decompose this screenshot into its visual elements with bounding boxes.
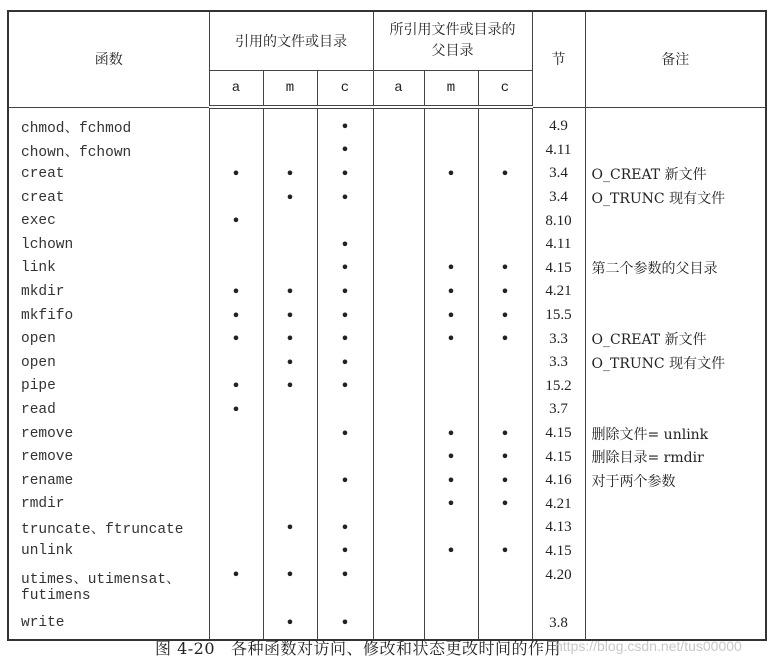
dot-mark: • bbox=[340, 234, 350, 254]
dot-cell bbox=[317, 280, 373, 304]
dot-mark: • bbox=[285, 352, 295, 372]
dot-mark: • bbox=[285, 517, 295, 537]
dot-mark: • bbox=[340, 352, 350, 372]
dot-cell bbox=[209, 233, 263, 257]
dot-cell bbox=[209, 398, 263, 422]
dot-cell bbox=[373, 375, 424, 399]
section-number: 3.7 bbox=[532, 398, 585, 422]
note bbox=[585, 540, 766, 564]
header-parent-directory: 所引用文件或目录的父目录 bbox=[373, 11, 532, 71]
dot-cell bbox=[263, 351, 317, 375]
dot-cell bbox=[209, 186, 263, 210]
note: O_CREAT 新文件 bbox=[585, 327, 766, 351]
note: 对于两个参数 bbox=[585, 469, 766, 493]
table-row bbox=[8, 162, 766, 186]
dot-cell bbox=[263, 398, 317, 422]
section-number: 4.21 bbox=[532, 280, 585, 304]
dot-mark: • bbox=[285, 565, 295, 585]
note: 删除目录= rmdir bbox=[585, 445, 766, 469]
table-row bbox=[8, 493, 766, 517]
dot-cell bbox=[263, 257, 317, 281]
dot-cell bbox=[478, 351, 532, 375]
dot-cell bbox=[424, 139, 478, 163]
dot-cell bbox=[373, 398, 424, 422]
dot-cell bbox=[209, 516, 263, 540]
dot-cell bbox=[263, 540, 317, 564]
dot-mark: • bbox=[446, 163, 456, 183]
dot-cell bbox=[317, 186, 373, 210]
subheader-c: c bbox=[478, 71, 532, 108]
function-name: open bbox=[8, 351, 209, 375]
function-name: lchown bbox=[8, 233, 209, 257]
dot-cell bbox=[478, 493, 532, 517]
dot-mark: • bbox=[285, 281, 295, 301]
dot-mark: • bbox=[340, 470, 350, 490]
section-number: 3.4 bbox=[532, 162, 585, 186]
dot-cell bbox=[424, 257, 478, 281]
table-row bbox=[8, 327, 766, 351]
dot-cell bbox=[373, 162, 424, 186]
dot-cell bbox=[478, 162, 532, 186]
dot-cell bbox=[317, 233, 373, 257]
dot-cell bbox=[317, 257, 373, 281]
table-row bbox=[8, 304, 766, 328]
dot-mark: • bbox=[500, 423, 510, 443]
dot-cell bbox=[478, 516, 532, 540]
note bbox=[585, 139, 766, 163]
figure-caption bbox=[155, 636, 561, 659]
dot-mark: • bbox=[231, 305, 241, 325]
function-name: link bbox=[8, 257, 209, 281]
dot-cell bbox=[478, 304, 532, 328]
dot-mark: • bbox=[500, 447, 510, 467]
note bbox=[585, 375, 766, 399]
dot-cell bbox=[263, 139, 317, 163]
table-row bbox=[8, 107, 766, 139]
note bbox=[585, 563, 766, 611]
table-row bbox=[8, 209, 766, 233]
note: 删除文件= unlink bbox=[585, 422, 766, 446]
dot-cell bbox=[263, 493, 317, 517]
dot-cell bbox=[209, 563, 263, 611]
note bbox=[585, 280, 766, 304]
table-row bbox=[8, 351, 766, 375]
dot-cell bbox=[478, 422, 532, 446]
table-row bbox=[8, 540, 766, 564]
dot-cell bbox=[209, 493, 263, 517]
dot-mark: • bbox=[500, 258, 510, 278]
section-number: 4.15 bbox=[532, 445, 585, 469]
subheader-a: a bbox=[209, 71, 263, 108]
function-name: rename bbox=[8, 469, 209, 493]
dot-cell bbox=[424, 162, 478, 186]
dot-mark: • bbox=[340, 305, 350, 325]
dot-cell bbox=[263, 445, 317, 469]
dot-mark: • bbox=[340, 163, 350, 183]
dot-cell bbox=[317, 351, 373, 375]
dot-mark: • bbox=[231, 211, 241, 231]
section-number: 3.3 bbox=[532, 351, 585, 375]
dot-cell bbox=[263, 186, 317, 210]
dot-mark: • bbox=[446, 470, 456, 490]
dot-cell bbox=[424, 563, 478, 611]
function-name: remove bbox=[8, 445, 209, 469]
function-name: truncate、ftruncate bbox=[8, 516, 209, 540]
subheader-m: m bbox=[263, 71, 317, 108]
dot-cell bbox=[263, 469, 317, 493]
function-name: chmod、fchmod bbox=[8, 107, 209, 139]
dot-cell bbox=[478, 233, 532, 257]
function-name: open bbox=[8, 327, 209, 351]
dot-mark: • bbox=[231, 281, 241, 301]
function-name: pipe bbox=[8, 375, 209, 399]
table-row bbox=[8, 469, 766, 493]
section-number: 8.10 bbox=[532, 209, 585, 233]
dot-cell bbox=[317, 469, 373, 493]
section-number: 4.11 bbox=[532, 139, 585, 163]
dot-mark: • bbox=[500, 470, 510, 490]
table-row bbox=[8, 563, 766, 611]
dot-cell bbox=[263, 516, 317, 540]
dot-mark: • bbox=[340, 281, 350, 301]
dot-cell bbox=[373, 233, 424, 257]
dot-mark: • bbox=[340, 187, 350, 207]
figure-number: 图 4-20 bbox=[155, 639, 216, 658]
dot-cell bbox=[317, 540, 373, 564]
dot-cell bbox=[209, 445, 263, 469]
section-number: 4.11 bbox=[532, 233, 585, 257]
note bbox=[585, 209, 766, 233]
dot-cell bbox=[478, 445, 532, 469]
dot-cell bbox=[209, 375, 263, 399]
dot-cell bbox=[424, 422, 478, 446]
dot-cell bbox=[317, 516, 373, 540]
function-name: creat bbox=[8, 186, 209, 210]
note: O_TRUNC 现有文件 bbox=[585, 186, 766, 210]
dot-cell bbox=[209, 351, 263, 375]
function-name: mkdir bbox=[8, 280, 209, 304]
dot-cell bbox=[424, 351, 478, 375]
subheader-c: c bbox=[317, 71, 373, 108]
dot-cell bbox=[317, 327, 373, 351]
dot-cell bbox=[263, 422, 317, 446]
dot-cell bbox=[209, 280, 263, 304]
dot-cell bbox=[478, 139, 532, 163]
dot-cell bbox=[373, 186, 424, 210]
dot-mark: • bbox=[340, 517, 350, 537]
section-number: 4.9 bbox=[532, 107, 585, 139]
dot-cell bbox=[424, 280, 478, 304]
section-number: 4.15 bbox=[532, 540, 585, 564]
dot-mark: • bbox=[446, 281, 456, 301]
caption-text: 各种函数对访问、修改和状态更改时间的作用 bbox=[231, 639, 562, 658]
dot-cell bbox=[373, 493, 424, 517]
dot-cell bbox=[424, 540, 478, 564]
dot-mark: • bbox=[500, 281, 510, 301]
function-name: write bbox=[8, 611, 209, 640]
dot-cell bbox=[209, 469, 263, 493]
function-name: chown、fchown bbox=[8, 139, 209, 163]
dot-cell bbox=[424, 304, 478, 328]
note bbox=[585, 493, 766, 517]
table-row bbox=[8, 280, 766, 304]
table-row bbox=[8, 233, 766, 257]
dot-cell bbox=[424, 445, 478, 469]
dot-cell bbox=[373, 563, 424, 611]
dot-cell bbox=[209, 327, 263, 351]
dot-mark: • bbox=[500, 541, 510, 561]
dot-mark: • bbox=[446, 494, 456, 514]
dot-mark: • bbox=[446, 329, 456, 349]
section-number: 4.20 bbox=[532, 563, 585, 611]
dot-cell bbox=[263, 162, 317, 186]
dot-mark: • bbox=[500, 494, 510, 514]
note bbox=[585, 516, 766, 540]
header-function: 函数 bbox=[8, 11, 209, 107]
table-row bbox=[8, 516, 766, 540]
table-row bbox=[8, 422, 766, 446]
table-row bbox=[8, 398, 766, 422]
note bbox=[585, 233, 766, 257]
dot-mark: • bbox=[446, 541, 456, 561]
dot-cell bbox=[373, 327, 424, 351]
dot-mark: • bbox=[340, 423, 350, 443]
dot-cell bbox=[373, 445, 424, 469]
header-notes: 备注 bbox=[585, 11, 766, 107]
header-referenced-file: 引用的文件或目录 bbox=[209, 11, 373, 71]
dot-mark: • bbox=[340, 329, 350, 349]
dot-mark: • bbox=[446, 258, 456, 278]
dot-cell bbox=[424, 107, 478, 139]
dot-cell bbox=[209, 162, 263, 186]
dot-cell bbox=[478, 257, 532, 281]
dot-cell bbox=[317, 375, 373, 399]
dot-mark: • bbox=[285, 163, 295, 183]
dot-cell bbox=[263, 107, 317, 139]
dot-cell bbox=[478, 209, 532, 233]
table-row bbox=[8, 445, 766, 469]
subheader-m: m bbox=[424, 71, 478, 108]
dot-cell bbox=[424, 233, 478, 257]
dot-cell bbox=[478, 563, 532, 611]
subheader-a: a bbox=[373, 71, 424, 108]
dot-cell bbox=[373, 139, 424, 163]
dot-cell bbox=[373, 516, 424, 540]
dot-mark: • bbox=[340, 258, 350, 278]
dot-cell bbox=[373, 257, 424, 281]
dot-cell bbox=[209, 304, 263, 328]
watermark: https://blog.csdn.net/tus00000 bbox=[555, 638, 742, 654]
section-number: 4.15 bbox=[532, 257, 585, 281]
section-number: 3.3 bbox=[532, 327, 585, 351]
note bbox=[585, 107, 766, 139]
dot-mark: • bbox=[231, 329, 241, 349]
dot-mark: • bbox=[231, 163, 241, 183]
function-name: creat bbox=[8, 162, 209, 186]
dot-cell bbox=[424, 469, 478, 493]
function-name: mkfifo bbox=[8, 304, 209, 328]
table-row bbox=[8, 375, 766, 399]
dot-cell bbox=[209, 107, 263, 139]
dot-mark: • bbox=[340, 376, 350, 396]
dot-mark: • bbox=[231, 565, 241, 585]
dot-mark: • bbox=[340, 140, 350, 160]
dot-cell bbox=[209, 257, 263, 281]
dot-mark: • bbox=[340, 541, 350, 561]
function-name: unlink bbox=[8, 540, 209, 564]
dot-cell bbox=[373, 304, 424, 328]
dot-mark: • bbox=[340, 565, 350, 585]
dot-mark: • bbox=[500, 163, 510, 183]
dot-cell bbox=[263, 209, 317, 233]
dot-mark: • bbox=[500, 329, 510, 349]
dot-cell bbox=[373, 469, 424, 493]
dot-cell bbox=[424, 375, 478, 399]
dot-cell bbox=[317, 162, 373, 186]
dot-mark: • bbox=[446, 305, 456, 325]
dot-cell bbox=[424, 516, 478, 540]
dot-cell bbox=[263, 563, 317, 611]
dot-cell bbox=[317, 139, 373, 163]
section-number: 3.8 bbox=[532, 611, 585, 640]
header-section: 节 bbox=[532, 11, 585, 107]
dot-cell bbox=[424, 186, 478, 210]
dot-cell bbox=[317, 209, 373, 233]
table-row bbox=[8, 257, 766, 281]
table-row bbox=[8, 186, 766, 210]
dot-mark: • bbox=[500, 305, 510, 325]
dot-cell bbox=[263, 327, 317, 351]
dot-mark: • bbox=[446, 447, 456, 467]
dot-mark: • bbox=[231, 399, 241, 419]
dot-mark: • bbox=[340, 116, 350, 136]
dot-cell bbox=[424, 209, 478, 233]
dot-cell bbox=[317, 422, 373, 446]
dot-mark: • bbox=[285, 613, 295, 633]
function-name: utimes、utimensat、 futimens bbox=[8, 563, 209, 611]
dot-cell bbox=[424, 493, 478, 517]
dot-cell bbox=[209, 422, 263, 446]
dot-cell bbox=[317, 304, 373, 328]
note: O_TRUNC 现有文件 bbox=[585, 351, 766, 375]
dot-cell bbox=[317, 107, 373, 139]
dot-mark: • bbox=[285, 329, 295, 349]
dot-cell bbox=[478, 540, 532, 564]
file-times-table bbox=[7, 10, 767, 641]
dot-cell bbox=[317, 563, 373, 611]
function-name: read bbox=[8, 398, 209, 422]
dot-mark: • bbox=[446, 423, 456, 443]
table-row bbox=[8, 139, 766, 163]
section-number: 15.5 bbox=[532, 304, 585, 328]
dot-mark: • bbox=[340, 613, 350, 633]
dot-cell bbox=[373, 422, 424, 446]
section-number: 4.15 bbox=[532, 422, 585, 446]
section-number: 4.13 bbox=[532, 516, 585, 540]
section-number: 3.4 bbox=[532, 186, 585, 210]
dot-mark: • bbox=[231, 376, 241, 396]
dot-cell bbox=[478, 280, 532, 304]
note: 第二个参数的父目录 bbox=[585, 257, 766, 281]
dot-cell bbox=[424, 327, 478, 351]
dot-cell bbox=[478, 327, 532, 351]
dot-cell bbox=[373, 351, 424, 375]
note: O_CREAT 新文件 bbox=[585, 162, 766, 186]
dot-cell bbox=[478, 186, 532, 210]
dot-cell bbox=[478, 375, 532, 399]
note bbox=[585, 611, 766, 640]
function-name: remove bbox=[8, 422, 209, 446]
dot-cell bbox=[263, 233, 317, 257]
dot-cell bbox=[478, 107, 532, 139]
dot-cell bbox=[263, 375, 317, 399]
dot-cell bbox=[317, 493, 373, 517]
dot-cell bbox=[373, 540, 424, 564]
dot-cell bbox=[209, 209, 263, 233]
dot-cell bbox=[373, 209, 424, 233]
function-name: rmdir bbox=[8, 493, 209, 517]
dot-cell bbox=[424, 398, 478, 422]
dot-cell bbox=[209, 139, 263, 163]
section-number: 4.16 bbox=[532, 469, 585, 493]
dot-cell bbox=[478, 398, 532, 422]
dot-mark: • bbox=[285, 187, 295, 207]
function-name: exec bbox=[8, 209, 209, 233]
dot-cell bbox=[209, 540, 263, 564]
section-number: 4.21 bbox=[532, 493, 585, 517]
dot-cell bbox=[263, 280, 317, 304]
dot-cell bbox=[263, 304, 317, 328]
note bbox=[585, 304, 766, 328]
note bbox=[585, 398, 766, 422]
dot-cell bbox=[373, 280, 424, 304]
dot-cell bbox=[317, 445, 373, 469]
dot-cell bbox=[478, 469, 532, 493]
dot-mark: • bbox=[285, 305, 295, 325]
dot-cell bbox=[317, 398, 373, 422]
section-number: 15.2 bbox=[532, 375, 585, 399]
dot-mark: • bbox=[285, 376, 295, 396]
dot-cell bbox=[373, 107, 424, 139]
